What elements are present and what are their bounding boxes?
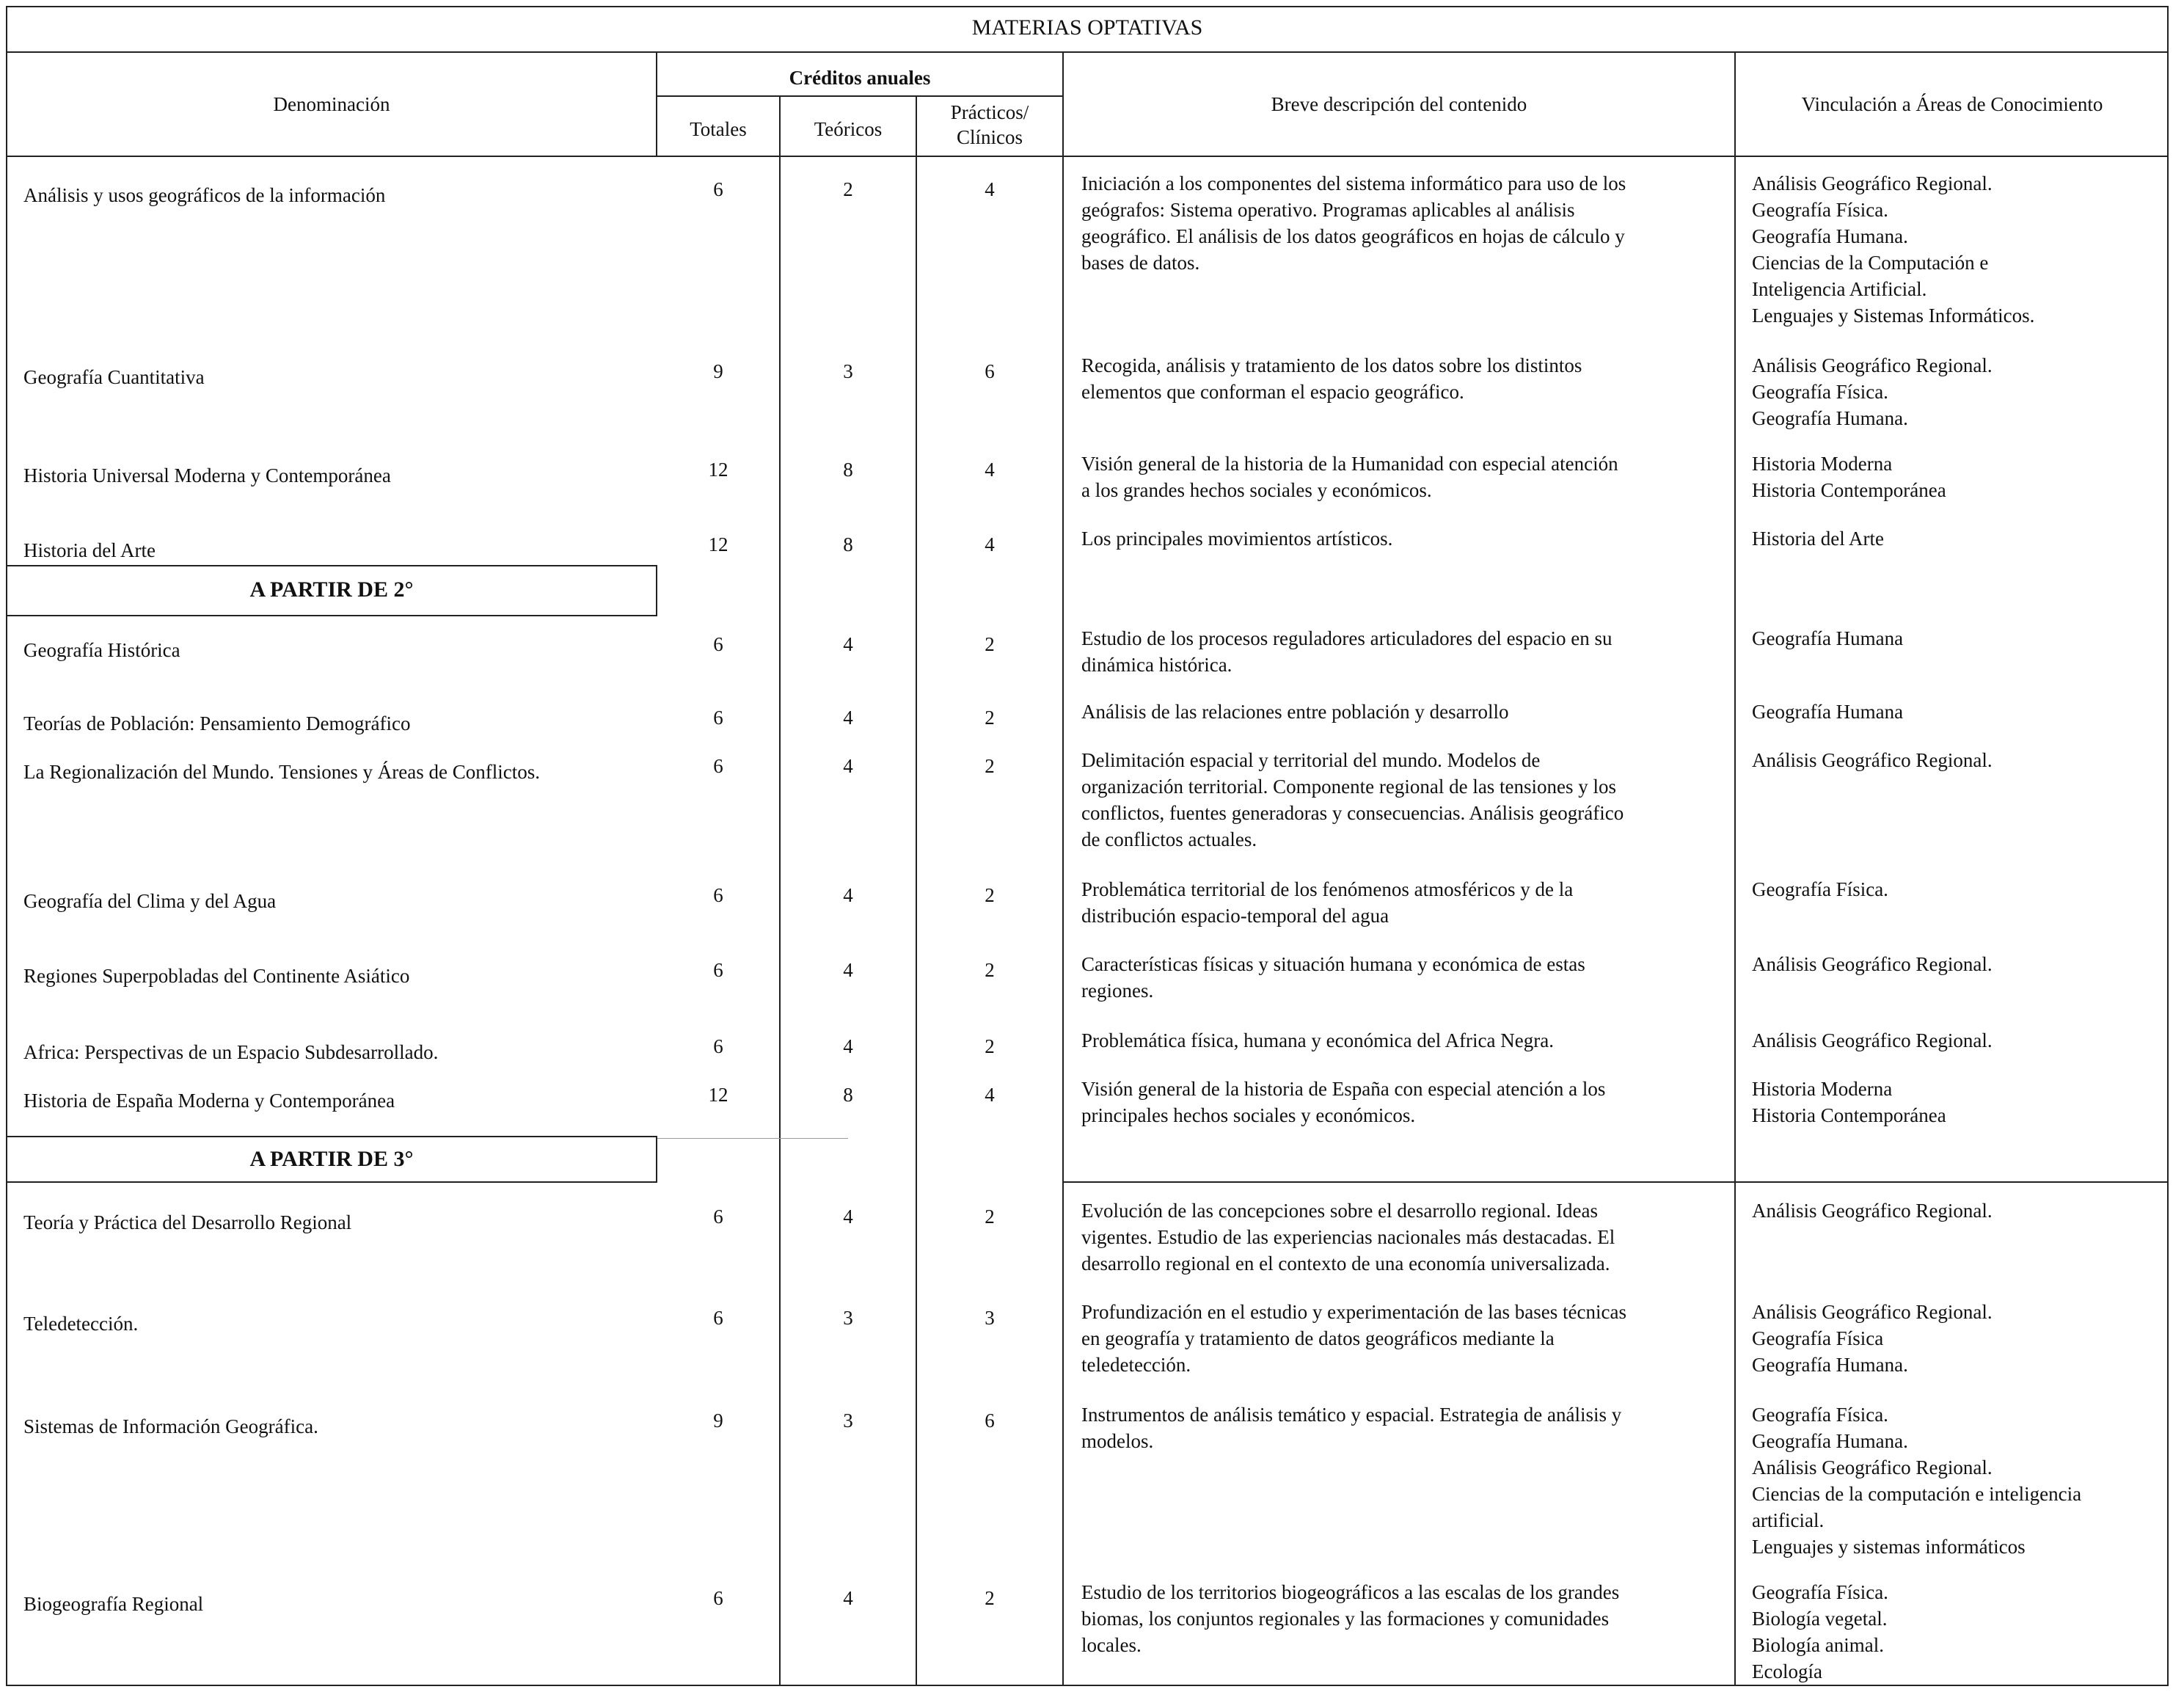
creditos-teoricos-cell: 8 [843,1084,853,1106]
creditos-practicos-cell: 4 [985,459,995,481]
header-teoricos: Teóricos [814,118,883,140]
creditos-practicos-cell: 4 [985,178,995,200]
descripcion-line: Visión general de la historia de España con especial atención a los [1081,1078,1606,1100]
header-breve-descripcion: Breve descripción del contenido [1271,93,1527,115]
header-divider [6,156,2169,157]
header-practicos-line2: Clínicos [956,126,1023,148]
creditos-teoricos-cell: 3 [843,1410,853,1432]
area-conocimiento-line: Geografía Humana. [1752,225,1908,247]
creditos-totales-cell: 6 [713,1587,723,1609]
descripcion-line: locales. [1081,1634,1142,1656]
creditos-practicos-cell: 2 [985,707,995,729]
descripcion-line: teledetección. [1081,1354,1191,1376]
creditos-teoricos-cell: 4 [843,1206,853,1228]
descripcion-line: Evolución de las concepciones sobre el desarrollo regional. Ideas [1081,1200,1598,1222]
descripcion-line: Problemática territorial de los fenómenos atmosféricos y de la [1081,878,1574,900]
area-conocimiento-line: Geografía Física. [1752,381,1888,403]
materias-optativas-table [6,6,2169,1686]
creditos-teoricos-cell: 4 [843,1035,853,1057]
title-divider [6,51,2169,53]
creditos-totales-cell: 12 [708,459,728,481]
header-practicos-clinicos [917,100,1062,150]
creditos-practicos-cell: 6 [985,1410,995,1432]
area-conocimiento-line: Geografía Física. [1752,1581,1888,1603]
table-title: MATERIAS OPTATIVAS [971,15,1203,40]
denominacion-cell: Sistemas de Información Geográfica. [23,1415,318,1437]
denominacion-cell: Regiones Superpobladas del Continente Asiático [23,965,410,987]
area-conocimiento-line: Lenguajes y Sistemas Informáticos. [1752,305,2035,327]
area-conocimiento-line: Análisis Geográfico Regional. [1752,749,1993,771]
area-conocimiento-line: Biología vegetal. [1752,1608,1888,1630]
area-conocimiento-line: Geografía Física. [1752,199,1888,221]
creditos-practicos-cell: 2 [985,959,995,981]
area-conocimiento-line: Análisis Geográfico Regional. [1752,953,1993,975]
area-conocimiento-line: Análisis Geográfico Regional. [1752,1301,1993,1323]
descripcion-line: Delimitación espacial y territorial del mundo. Modelos de [1081,749,1541,771]
area-conocimiento-line: Biología animal. [1752,1634,1884,1656]
area-conocimiento-line: Historia Moderna [1752,1078,1893,1100]
area-conocimiento-line: Geografía Humana. [1752,1430,1908,1452]
descripcion-line: conflictos, fuentes generadoras y consecuencias. Análisis geográfico [1081,802,1624,824]
denominacion-cell: Geografía del Clima y del Agua [23,890,277,912]
denominacion-cell: Historia del Arte [23,539,156,561]
denominacion-cell: Historia de España Moderna y Contemporánea [23,1090,395,1112]
descripcion-line: Profundización en el estudio y experimentación de las bases técnicas [1081,1301,1626,1323]
area-conocimiento-line: Análisis Geográfico Regional. [1752,1029,1993,1051]
denominacion-cell: Análisis y usos geográficos de la información [23,184,386,206]
descripcion-line: dinámica histórica. [1081,654,1232,676]
area-conocimiento-line: Historia Contemporánea [1752,479,1946,501]
descripcion-line: regiones. [1081,980,1154,1002]
area-conocimiento-line: Geografía Humana. [1752,1354,1908,1376]
area-conocimiento-line: Historia Moderna [1752,453,1893,475]
creditos-teoricos-cell: 8 [843,533,853,555]
creditos-totales-cell: 6 [713,755,723,777]
descripcion-line: bases de datos. [1081,252,1200,274]
area-conocimiento-line: Historia del Arte [1752,528,1884,550]
creditos-teoricos-cell: 4 [843,755,853,777]
descripcion-line: modelos. [1081,1430,1154,1452]
denominacion-cell: Teorías de Población: Pensamiento Demográfico [23,712,411,734]
area-conocimiento-line: Geografía Física. [1752,878,1888,900]
creditos-practicos-cell: 2 [985,1587,995,1609]
descripcion-line: Instrumentos de análisis temático y espacial. Estrategia de análisis y [1081,1404,1622,1426]
descripcion-line: geográfico. El análisis de los datos geográficos en hojas de cálculo y [1081,225,1625,247]
area-conocimiento-line: Análisis Geográfico Regional. [1752,172,1993,194]
area-conocimiento-line: Ciencias de la Computación e [1752,252,1989,274]
creditos-totales-cell: 6 [713,884,723,906]
creditos-totales-cell: 6 [713,707,723,729]
area-conocimiento-line: Análisis Geográfico Regional. [1752,1200,1993,1222]
area-conocimiento-line: Inteligencia Artificial. [1752,278,1927,300]
descripcion-line: Visión general de la historia de la Humanidad con especial atención [1081,453,1618,475]
header-creditos-anuales: Créditos anuales [789,67,931,89]
creditos-totales-cell: 9 [713,1410,723,1432]
descripcion-line: elementos que conforman el espacio geográfico. [1081,381,1464,403]
col-divider-descripcion [1734,51,1736,1686]
denominacion-cell: Biogeografía Regional [23,1593,204,1615]
descripcion-line: en geografía y tratamiento de datos geográficos mediante la [1081,1327,1555,1349]
descripcion-line: geógrafos: Sistema operativo. Programas aplicables al análisis [1081,199,1575,221]
creditos-practicos-cell: 2 [985,633,995,655]
denominacion-cell: Teledetección. [23,1313,139,1335]
creditos-teoricos-cell: 4 [843,1587,853,1609]
creditos-subheader-divider [656,95,1064,97]
creditos-totales-cell: 9 [713,360,723,382]
section-3-faint-line [657,1138,848,1139]
creditos-totales-cell: 6 [713,1307,723,1329]
denominacion-cell: Historia Universal Moderna y Contemporánea [23,464,391,486]
creditos-teoricos-cell: 4 [843,633,853,655]
area-conocimiento-line: Análisis Geográfico Regional. [1752,354,1993,376]
area-conocimiento-line: artificial. [1752,1509,1825,1531]
creditos-totales-cell: 6 [713,959,723,981]
creditos-teoricos-cell: 8 [843,459,853,481]
descripcion-line: Recogida, análisis y tratamiento de los datos sobre los distintos [1081,354,1582,376]
denominacion-cell: Geografía Cuantitativa [23,366,205,388]
descripcion-line: de conflictos actuales. [1081,828,1257,850]
descripcion-line: desarrollo regional en el contexto de una economía universalizada. [1081,1252,1610,1275]
descripcion-line: Los principales movimientos artísticos. [1081,528,1393,550]
section-title-3: A PARTIR DE 3° [249,1147,414,1171]
descripcion-line: principales hechos sociales y económicos. [1081,1104,1416,1126]
header-practicos-line1: Prácticos/ [950,101,1029,123]
area-conocimiento-line: Geografía Física [1752,1327,1884,1349]
creditos-totales-cell: 12 [708,533,728,555]
creditos-totales-cell: 6 [713,1206,723,1228]
creditos-practicos-cell: 4 [985,1084,995,1106]
area-conocimiento-line: Ciencias de la computación e inteligencia [1752,1483,2082,1505]
area-conocimiento-line: Historia Contemporánea [1752,1104,1946,1126]
denominacion-cell: Geografía Histórica [23,639,180,661]
denominacion-cell: La Regionalización del Mundo. Tensiones y Áreas de Conflictos. [23,761,540,783]
creditos-teoricos-cell: 3 [843,1307,853,1329]
creditos-teoricos-cell: 2 [843,178,853,200]
descripcion-line: distribución espacio-temporal del agua [1081,905,1389,927]
creditos-teoricos-cell: 4 [843,707,853,729]
creditos-totales-cell: 6 [713,178,723,200]
descripcion-line: vigentes. Estudio de las experiencias nacionales más destacadas. El [1081,1226,1615,1248]
denominacion-cell: Teoría y Práctica del Desarrollo Regional [23,1211,352,1233]
area-conocimiento-line: Ecología [1752,1660,1822,1682]
creditos-teoricos-cell: 4 [843,959,853,981]
section-title-2: A PARTIR DE 2° [249,577,414,602]
header-totales: Totales [690,118,747,140]
creditos-practicos-cell: 2 [985,1206,995,1228]
creditos-totales-cell: 6 [713,633,723,655]
area-conocimiento-line: Geografía Humana [1752,627,1904,649]
descripcion-line: Características físicas y situación humana y económica de estas [1081,953,1585,975]
creditos-practicos-cell: 4 [985,533,995,555]
header-vinculacion: Vinculación a Áreas de Conocimiento [1801,93,2103,115]
creditos-practicos-cell: 2 [985,1035,995,1057]
creditos-totales-cell: 12 [708,1084,728,1106]
creditos-teoricos-cell: 3 [843,360,853,382]
area-conocimiento-line: Geografía Humana [1752,701,1904,723]
denominacion-cell: Africa: Perspectivas de un Espacio Subdesarrollado. [23,1041,439,1063]
creditos-teoricos-cell: 4 [843,884,853,906]
creditos-practicos-cell: 6 [985,360,995,382]
descripcion-line: Estudio de los territorios biogeográficos a las escalas de los grandes [1081,1581,1620,1603]
descripcion-line: Iniciación a los componentes del sistema informático para uso de los [1081,172,1626,194]
descripcion-line: a los grandes hechos sociales y económicos. [1081,479,1432,501]
creditos-practicos-cell: 2 [985,755,995,777]
descripcion-line: Estudio de los procesos reguladores articuladores del espacio en su [1081,627,1613,649]
creditos-practicos-cell: 2 [985,884,995,906]
descripcion-line: Análisis de las relaciones entre población y desarrollo [1081,701,1509,723]
area-conocimiento-line: Geografía Física. [1752,1404,1888,1426]
area-conocimiento-line: Análisis Geográfico Regional. [1752,1456,1993,1478]
col-divider-practicos [1062,51,1064,1686]
creditos-totales-cell: 6 [713,1035,723,1057]
area-conocimiento-line: Lenguajes y sistemas informáticos [1752,1536,2026,1558]
creditos-practicos-cell: 3 [985,1307,995,1329]
descripcion-line: biomas, los conjuntos regionales y las formaciones y comunidades [1081,1608,1610,1630]
descripcion-line: organización territorial. Componente regional de las tensiones y los [1081,776,1617,798]
descripcion-line: Problemática física, humana y económica del Africa Negra. [1081,1029,1554,1051]
header-denominacion: Denominación [273,93,390,115]
section-3-body-divider [1062,1181,2169,1183]
area-conocimiento-line: Geografía Humana. [1752,407,1908,429]
